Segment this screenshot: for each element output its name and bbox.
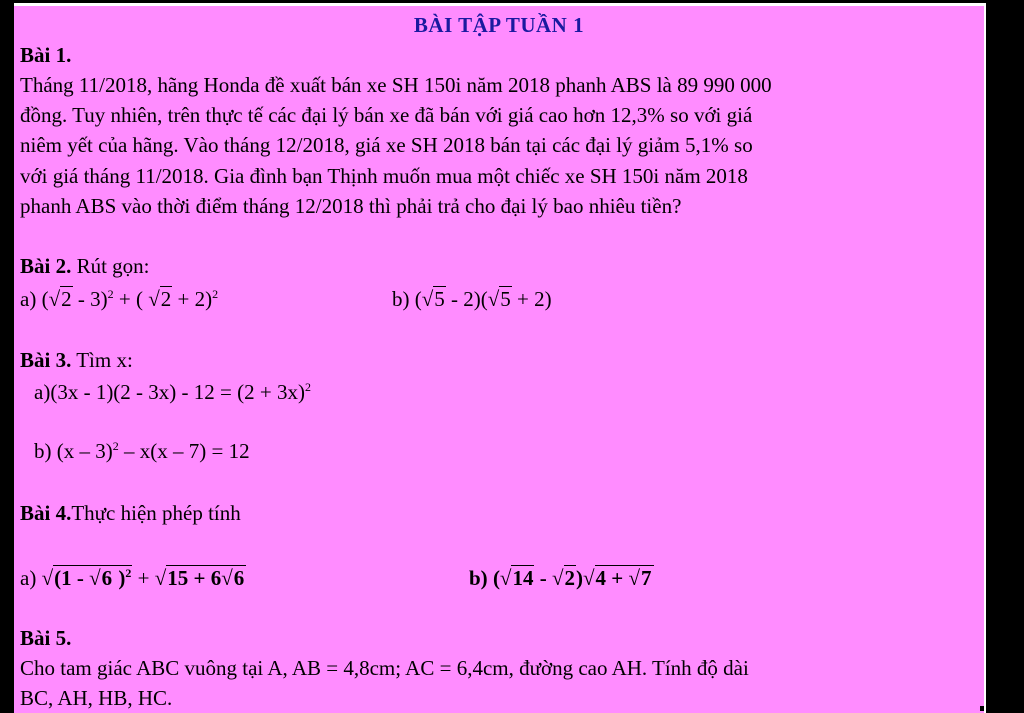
bai4-heading-line xyxy=(20,501,241,525)
bai5-line-2: BC, AH, HB, HC. xyxy=(20,686,173,710)
bai1-line-5: phanh ABS vào thời điểm tháng 12/2018 thì phải trả cho đại lý bao nhiêu tiền? xyxy=(20,194,682,218)
bai2-text: Rút gọn: xyxy=(71,254,150,278)
bai1-heading: Bài 1. xyxy=(20,43,72,67)
bai5-line-1: Cho tam giác ABC vuông tại A, AB = 4,8cm; AC = 6,4cm, đường cao AH. Tính độ dài xyxy=(20,656,749,680)
bai3-heading-line xyxy=(20,348,133,372)
bai4-heading: Bài 4. xyxy=(20,501,72,525)
bai2-heading-line xyxy=(20,254,150,278)
corner-marker xyxy=(980,706,984,711)
bai4-text: Thực hiện phép tính xyxy=(71,501,241,525)
bai3-b-label: b) xyxy=(34,439,52,463)
bai3-a-label: a) xyxy=(34,380,51,404)
exercise-sheet xyxy=(14,3,986,713)
bai2-a-expression: a) (√2 - 3)$^2$ + ( √2 + 2)$^2$ xyxy=(20,287,219,311)
bai1-line-1: Tháng 11/2018, hãng Honda đề xuất bán xe SH 150i năm 2018 phanh ABS là 89 990 000 xyxy=(20,73,772,97)
bai1-line-2: đồng. Tuy nhiên, trên thực tế các đại lý bán xe đã bán với giá cao hơn 12,3% so với giá xyxy=(20,103,753,127)
bai1-line-4: với giá tháng 11/2018. Gia đình bạn Thịnh muốn mua một chiếc xe SH 150i năm 2018 xyxy=(20,164,748,188)
bai4-b-label: b) xyxy=(469,566,488,590)
bai5-heading: Bài 5. xyxy=(20,626,72,650)
bai1-line-3: niêm yết của hãng. Vào tháng 12/2018, giá xe SH 2018 bán tại các đại lý giảm 5,1% so xyxy=(20,133,753,157)
bai3-a-expression: $a)(3x - 1)(2 - 3x) - 12 = (2 + 3x)^2$ xyxy=(34,380,311,404)
bai2-b-label: b) xyxy=(392,287,410,311)
bai4-a-expression: a) √(1 - √6 )$^2$ + √15 + 6√6 xyxy=(20,566,245,590)
bai4-b-expression: b) (√14 - √2)√4 + √7 xyxy=(469,566,652,590)
bai2-a-label: a) xyxy=(20,287,37,311)
page-title: BÀI TẬP TUẦN 1 xyxy=(413,13,585,37)
bai3-text: Tìm x: xyxy=(71,348,133,372)
bai4-a-label: a) xyxy=(20,566,37,590)
bai3-b-expression: b) (x – 3)$^2$ – x(x – 7) = 12 xyxy=(34,439,250,463)
bai2-heading: Bài 2. xyxy=(20,254,72,278)
bai3-heading: Bài 3. xyxy=(20,348,72,372)
bai2-b-expression: b) (√5 - 2)(√5 + 2) xyxy=(392,287,552,311)
